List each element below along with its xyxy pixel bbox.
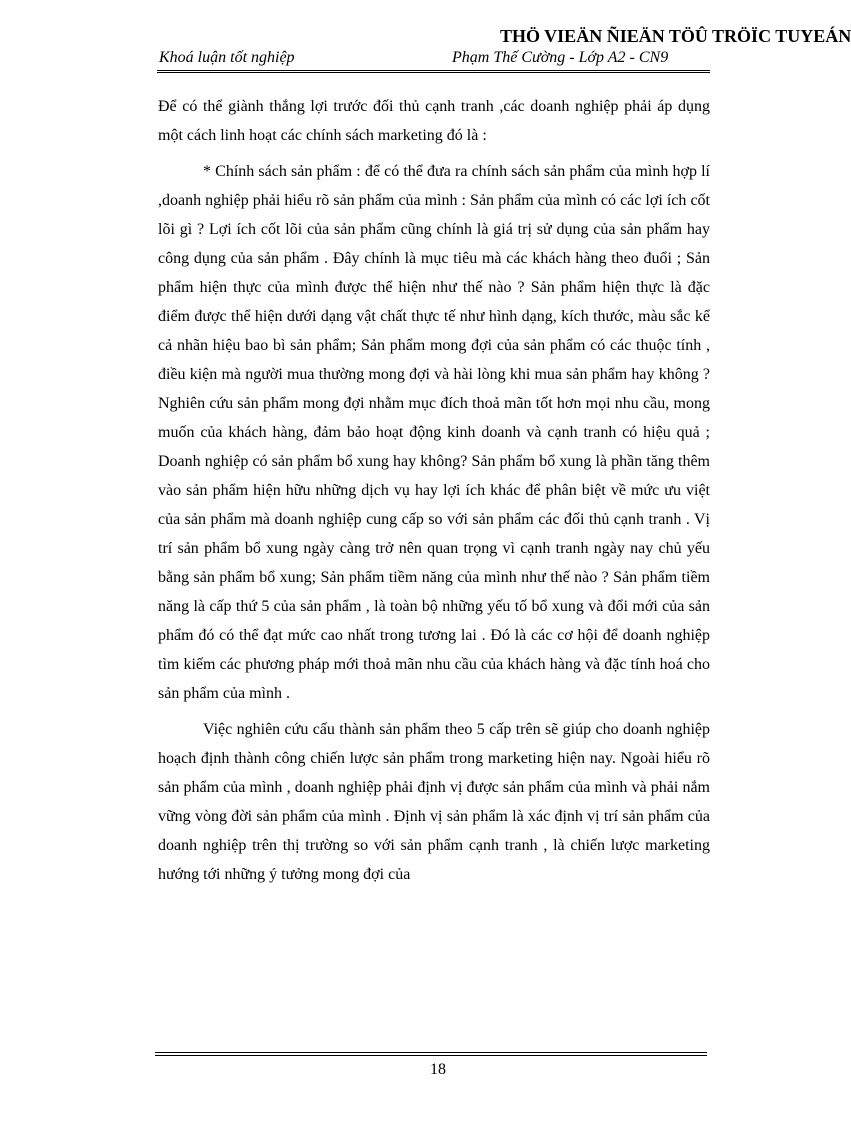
paragraph-intro: Để có thể giành thắng lợi trước đối thủ cạnh tranh ,các doanh nghiệp phải áp dụng một cách linh hoạt các chính sách marketing đó là : (158, 98, 710, 144)
page-header (157, 47, 710, 69)
paragraph-product-structure: Việc nghiên cứu cấu thành sản phẩm theo 5 cấp trên sẽ giúp cho doanh nghiệp hoạch định thành công chiến lược sản phẩm trong marketing hiện nay. Ngoài hiểu rõ sản phẩm của mình , doanh nghiệp phải định vị được sản phẩm của mình và phải nắm vững vòng đời sản phẩm của mình . Định vị sản phẩm là xác định vị trí sản phẩm của doanh nghiệp trên thị trường so với sản phẩm cạnh tranh , là chiến lược marketing hướng tới những ý tưởng mong đợi của (158, 721, 710, 883)
header-divider (157, 70, 710, 73)
paragraph-product-policy: * Chính sách sản phẩm : để có thể đưa ra chính sách sản phẩm của mình hợp lí ,doanh nghiệp phải hiểu rõ sản phẩm của mình : Sản phẩm của mình có các lợi ích cốt lõi gì ? Lợi ích cốt lõi của sản phẩm cũng chính là giá trị sử dụng của sản phẩm hay công dụng của sản phẩm . Đây chính là mục tiêu mà các khách hàng theo đuổi ; Sản phẩm hiện thực của mình được thể hiện như thế nào ? Sản phẩm hiện thực là đặc điểm được thể hiện dưới dạng vật chất thực tế như hình dạng, kích thước, màu sắc kể cả nhãn hiệu bao bì sản phẩm; Sản phẩm mong đợi của sản phẩm có các thuộc tính , điều kiện mà người mua thường mong đợi và hài lòng khi mua sản phẩm hay không ? Nghiên cứu sản phẩm mong đợi nhằm mục đích thoả mãn tốt hơn mọi nhu cầu, mong muốn của khách hàng, đảm bảo hoạt động kinh doanh và cạnh tranh có hiệu quả ; Doanh nghiệp có sản phẩm bổ xung hay không? Sản phẩm bổ xung là phần tăng thêm vào sản phẩm hiện hữu những dịch vụ hay lợi ích khác để phân biệt về mức ưu việt của sản phẩm mà doanh nghiệp cung cấp so với sản phẩm các đối thủ cạnh tranh . Vị trí sản phẩm bổ xung ngày càng trở nên quan trọng vì cạnh tranh ngày nay chủ yếu bằng sản phẩm bổ xung; Sản phẩm tiềm năng của mình như thế nào ? Sản phẩm tiềm năng là cấp thứ 5 của sản phẩm , là toàn bộ những yếu tố bổ xung và đổi mới của sản phẩm đó có thể đạt mức cao nhất trong tương lai . Đó là các cơ hội để doanh nghiệp tìm kiếm các phương pháp mới thoả mãn nhu cầu của khách hàng và đặc tính hoá cho sản phẩm của mình . (158, 163, 710, 702)
page-number: 18 (430, 1061, 446, 1078)
page-body (158, 92, 710, 896)
header-author: Phạm Thế Cường - Lớp A2 - CN9 (452, 49, 669, 66)
library-watermark: THÖ VIEÄN ÑIEÄN TÖÛ TRÖÏC TUYEÁN (500, 26, 851, 46)
footer-divider (155, 1052, 707, 1056)
header-document-type: Khoá luận tốt nghiệp (159, 49, 295, 66)
